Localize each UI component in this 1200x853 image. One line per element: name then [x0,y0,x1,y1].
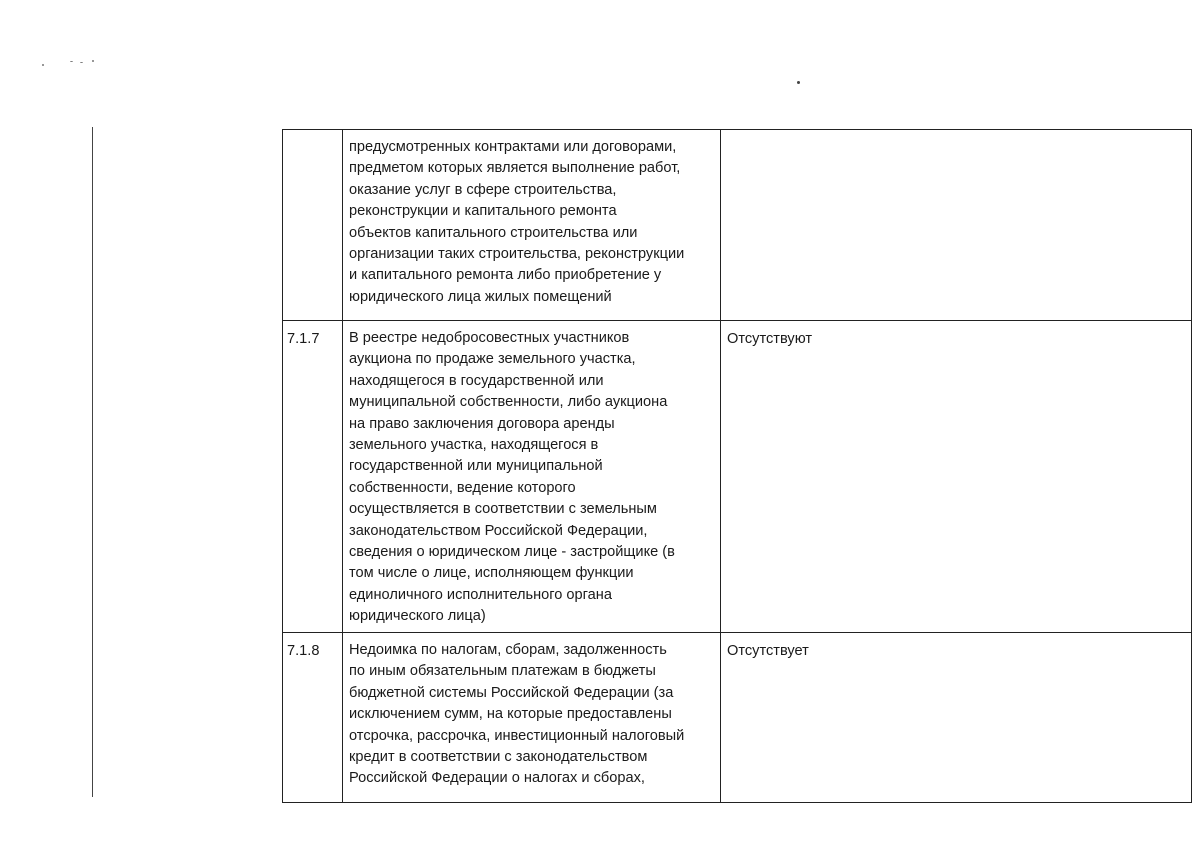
row-description-cell [343,130,721,321]
description-line: юридического лица жилых помещений [349,288,612,305]
row-number-cell: 7.1.8 [283,633,343,803]
scan-speck [42,64,44,66]
description-line: объектов капитального строительства или [349,224,638,241]
description-line: аукциона по продаже земельного участка, [349,351,636,368]
table-row [283,130,1192,321]
description-line: находящегося в государственной или [349,372,604,389]
description-line: реконструкции и капитального ремонта [349,203,617,220]
description-line: на право заключения договора аренды [349,415,615,432]
row-value-cell: Отсутствуют [721,321,1192,633]
row-number-cell: 7.1.7 [283,321,343,633]
description-line: законодательством Российской Федерации, [349,522,648,539]
description-line: по иным обязательным платежам в бюджеты [349,663,656,680]
description-line: бюджетной системы Российской Федерации (за [349,684,674,701]
left-margin-line [92,127,93,797]
row-description-cell [343,321,721,633]
description-line: отсрочка, рассрочка, инвестиционный налоговый [349,727,685,744]
description-line: том числе о лице, исполняющем функции [349,565,634,582]
row-value-cell [721,130,1192,321]
description-line: собственности, ведение которого [349,479,576,496]
description-line: земельного участка, находящегося в [349,437,599,454]
description-line: организации таких строительства, реконструкции [349,246,685,263]
scan-speck [70,61,73,62]
description-line: Российской Федерации о налогах и сборах, [349,770,645,787]
description-line: юридического лица) [349,608,486,625]
description-line: оказание услуг в сфере строительства, [349,181,617,198]
description-line: Недоимка по налогам, сборам, задолженность [349,642,667,658]
description-line: кредит в соответствии с законодательством [349,749,648,766]
row-value-cell: Отсутствует [721,633,1192,803]
description-line: единоличного исполнительного органа [349,586,612,603]
description-line: муниципальной собственности, либо аукциона [349,394,668,411]
description-line: В реестре недобросовестных участников [349,330,630,346]
table-row [283,633,1192,803]
description-line: исключением сумм, на которые предоставлены [349,706,672,723]
scan-speck [80,62,83,63]
requirements-table [282,129,1192,803]
description-line: предметом которых является выполнение работ, [349,160,681,177]
table-row [283,321,1192,633]
description-line: сведения о юридическом лице - застройщике (в [349,544,675,561]
row-description-cell [343,633,721,803]
description-line: государственной или муниципальной [349,458,603,475]
description-line: предусмотренных контрактами или договорами, [349,139,677,155]
scan-speck [92,60,94,62]
scan-speck [797,81,800,84]
description-line: и капитального ремонта либо приобретение у [349,267,662,284]
row-number-cell [283,130,343,321]
description-line: осуществляется в соответствии с земельным [349,501,657,518]
